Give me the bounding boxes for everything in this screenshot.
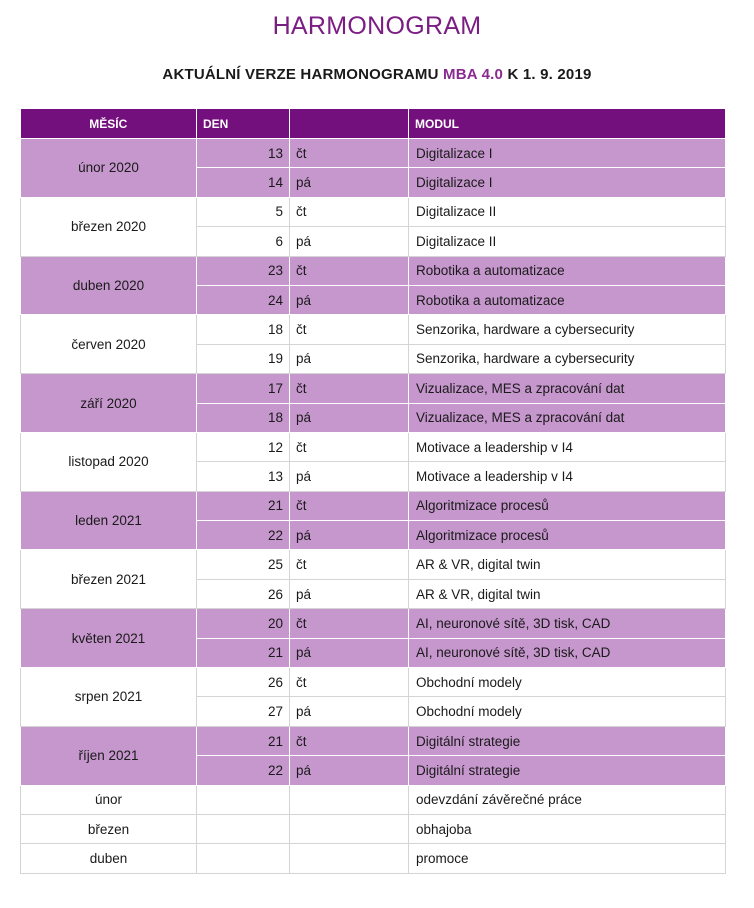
module-cell: AI, neuronové sítě, 3D tisk, CAD	[409, 609, 726, 638]
table-row	[21, 256, 726, 285]
weekday-cell: pá	[290, 638, 409, 667]
month-cell: duben	[21, 844, 197, 873]
module-cell: Digitalizace II	[409, 197, 726, 226]
day-cell	[197, 844, 290, 873]
module-cell: Senzorika, hardware a cybersecurity	[409, 344, 726, 373]
column-header-month: MĚSÍC	[21, 109, 197, 139]
weekday-cell: pá	[290, 344, 409, 373]
month-cell: říjen 2021	[21, 726, 197, 785]
module-cell: Senzorika, hardware a cybersecurity	[409, 315, 726, 344]
module-cell: Robotika a automatizace	[409, 256, 726, 285]
schedule-body	[21, 139, 726, 874]
module-cell: Obchodní modely	[409, 697, 726, 726]
table-row	[21, 814, 726, 843]
weekday-cell: čt	[290, 491, 409, 520]
module-cell: odevzdání závěrečné práce	[409, 785, 726, 814]
month-cell: listopad 2020	[21, 432, 197, 491]
weekday-cell: čt	[290, 139, 409, 168]
day-cell: 6	[197, 227, 290, 256]
weekday-cell: čt	[290, 668, 409, 697]
column-header-dow	[290, 109, 409, 139]
weekday-cell: čt	[290, 256, 409, 285]
table-row	[21, 785, 726, 814]
weekday-cell: pá	[290, 285, 409, 314]
column-header-module: MODUL	[409, 109, 726, 139]
table-row	[21, 491, 726, 520]
weekday-cell: čt	[290, 726, 409, 755]
module-cell: Vizualizace, MES a zpracování dat	[409, 374, 726, 403]
module-cell: Motivace a leadership v I4	[409, 432, 726, 461]
day-cell: 13	[197, 462, 290, 491]
weekday-cell: pá	[290, 756, 409, 785]
weekday-cell: pá	[290, 403, 409, 432]
weekday-cell: čt	[290, 432, 409, 461]
month-cell: březen	[21, 814, 197, 843]
day-cell	[197, 785, 290, 814]
weekday-cell: pá	[290, 227, 409, 256]
day-cell: 21	[197, 726, 290, 755]
day-cell	[197, 814, 290, 843]
table-row	[21, 668, 726, 697]
day-cell: 18	[197, 315, 290, 344]
module-cell: Obchodní modely	[409, 668, 726, 697]
module-cell: Vizualizace, MES a zpracování dat	[409, 403, 726, 432]
day-cell: 19	[197, 344, 290, 373]
table-row	[21, 726, 726, 755]
table-row	[21, 432, 726, 461]
day-cell: 24	[197, 285, 290, 314]
table-row	[21, 315, 726, 344]
month-cell: únor 2020	[21, 139, 197, 198]
month-cell: květen 2021	[21, 609, 197, 668]
table-row	[21, 844, 726, 873]
weekday-cell: čt	[290, 315, 409, 344]
day-cell: 23	[197, 256, 290, 285]
weekday-cell: čt	[290, 550, 409, 579]
weekday-cell: pá	[290, 579, 409, 608]
weekday-cell: čt	[290, 609, 409, 638]
module-cell: Algoritmizace procesů	[409, 491, 726, 520]
module-cell: Algoritmizace procesů	[409, 521, 726, 550]
module-cell: Robotika a automatizace	[409, 285, 726, 314]
day-cell: 26	[197, 668, 290, 697]
subtitle-suffix: K 1. 9. 2019	[507, 66, 592, 83]
module-cell: AR & VR, digital twin	[409, 579, 726, 608]
weekday-cell	[290, 844, 409, 873]
subtitle-program: MBA 4.0	[443, 66, 504, 83]
day-cell: 5	[197, 197, 290, 226]
day-cell: 13	[197, 139, 290, 168]
table-row	[21, 139, 726, 168]
module-cell: Digitalizace I	[409, 139, 726, 168]
table-row	[21, 197, 726, 226]
weekday-cell: pá	[290, 168, 409, 197]
weekday-cell	[290, 814, 409, 843]
table-row	[21, 374, 726, 403]
weekday-cell	[290, 785, 409, 814]
day-cell: 12	[197, 432, 290, 461]
month-cell: červen 2020	[21, 315, 197, 374]
month-cell: srpen 2021	[21, 668, 197, 727]
table-header-row	[21, 109, 726, 139]
table-row	[21, 550, 726, 579]
day-cell: 26	[197, 579, 290, 608]
module-cell: Digitalizace I	[409, 168, 726, 197]
module-cell: Digitální strategie	[409, 726, 726, 755]
module-cell: AI, neuronové sítě, 3D tisk, CAD	[409, 638, 726, 667]
day-cell: 17	[197, 374, 290, 403]
day-cell: 20	[197, 609, 290, 638]
weekday-cell: pá	[290, 462, 409, 491]
weekday-cell: pá	[290, 697, 409, 726]
month-cell: únor	[21, 785, 197, 814]
module-cell: Digitalizace II	[409, 227, 726, 256]
day-cell: 22	[197, 521, 290, 550]
day-cell: 18	[197, 403, 290, 432]
day-cell: 14	[197, 168, 290, 197]
month-cell: leden 2021	[21, 491, 197, 550]
month-cell: březen 2021	[21, 550, 197, 609]
schedule-table	[20, 109, 726, 874]
table-row	[21, 609, 726, 638]
module-cell: obhajoba	[409, 814, 726, 843]
weekday-cell: čt	[290, 197, 409, 226]
page-title: HARMONOGRAM	[272, 12, 482, 40]
module-cell: Motivace a leadership v I4	[409, 462, 726, 491]
subtitle-prefix: AKTUÁLNÍ VERZE HARMONOGRAMU	[162, 66, 439, 83]
weekday-cell: pá	[290, 521, 409, 550]
month-cell: září 2020	[21, 374, 197, 433]
page-subtitle	[0, 66, 754, 83]
day-cell: 27	[197, 697, 290, 726]
month-cell: březen 2020	[21, 197, 197, 256]
column-header-day: DEN	[197, 109, 290, 139]
day-cell: 22	[197, 756, 290, 785]
day-cell: 21	[197, 638, 290, 667]
weekday-cell: čt	[290, 374, 409, 403]
module-cell: Digitální strategie	[409, 756, 726, 785]
day-cell: 25	[197, 550, 290, 579]
module-cell: AR & VR, digital twin	[409, 550, 726, 579]
day-cell: 21	[197, 491, 290, 520]
month-cell: duben 2020	[21, 256, 197, 315]
module-cell: promoce	[409, 844, 726, 873]
